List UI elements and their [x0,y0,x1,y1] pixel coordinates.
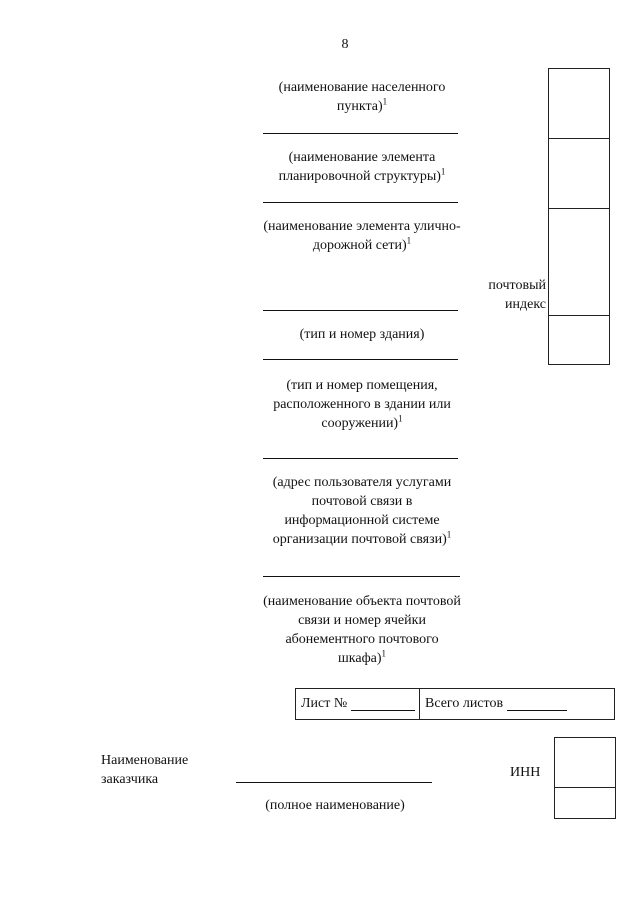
address-box-building[interactable] [548,315,610,365]
customer-name-line[interactable] [236,782,432,783]
caption-post-office-box [262,592,462,668]
caption-text: (наименование населенного пункта) [278,80,446,114]
caption-building [262,325,462,344]
customer-label [101,751,188,789]
postal-index-label [470,276,546,314]
sheet-total-blank[interactable] [507,698,567,711]
caption-info-system-address [262,473,462,549]
caption-text: (тип и номер помещения, расположенного в здании или сооружении) [273,378,451,431]
postal-index-box[interactable] [548,208,610,316]
footnote-mark: 1 [440,166,446,177]
divider-line [263,310,458,311]
divider-line [263,359,458,360]
caption-text: (наименование элемента планировочной структуры) [278,150,441,184]
sheet-number-label: Лист № [301,696,348,711]
sheet-number-cell[interactable] [296,689,420,719]
caption-text: (адрес пользователя услугами почтовой связи в информационной системе организации почтовой связи) [272,475,452,547]
address-box-settlement[interactable] [548,68,610,139]
sheet-total-cell[interactable] [420,689,614,719]
inn-box-bottom[interactable] [554,787,616,819]
divider-line [263,133,458,134]
caption-planning-structure [262,148,462,186]
footnote-mark: 1 [382,96,388,107]
address-box-planning-structure[interactable] [548,138,610,209]
customer-label-line1: Наименование [101,753,189,768]
divider-line [263,458,458,459]
footnote-mark: 1 [398,413,403,424]
sheet-total-label: Всего листов [425,696,504,711]
divider-line [263,202,458,203]
customer-label-line2: заказчика [101,772,159,787]
footnote-mark: 1 [406,235,412,246]
caption-text: (наименование объекта почтовой связи и номер ячейки абонементного почтового шкафа) [263,594,461,666]
footnote-mark: 1 [446,529,452,540]
caption-settlement [262,78,462,116]
divider-line [263,576,460,577]
postal-index-label-line1: почтовый [488,278,546,293]
footnote-mark: 1 [381,648,387,659]
inn-box-top[interactable] [554,737,616,788]
caption-text: (тип и номер здания) [299,327,425,342]
caption-text: (наименование элемента улично-дорожной сети) [263,219,461,253]
customer-caption: (полное наименование) [265,798,405,813]
page-number: 8 [341,37,349,52]
sheet-number-blank[interactable] [351,698,415,711]
postal-index-label-line2: индекс [505,297,546,312]
sheet-count-box [295,688,615,720]
caption-street-network [262,217,462,255]
caption-premises [262,376,462,433]
inn-label: ИНН [510,765,541,780]
